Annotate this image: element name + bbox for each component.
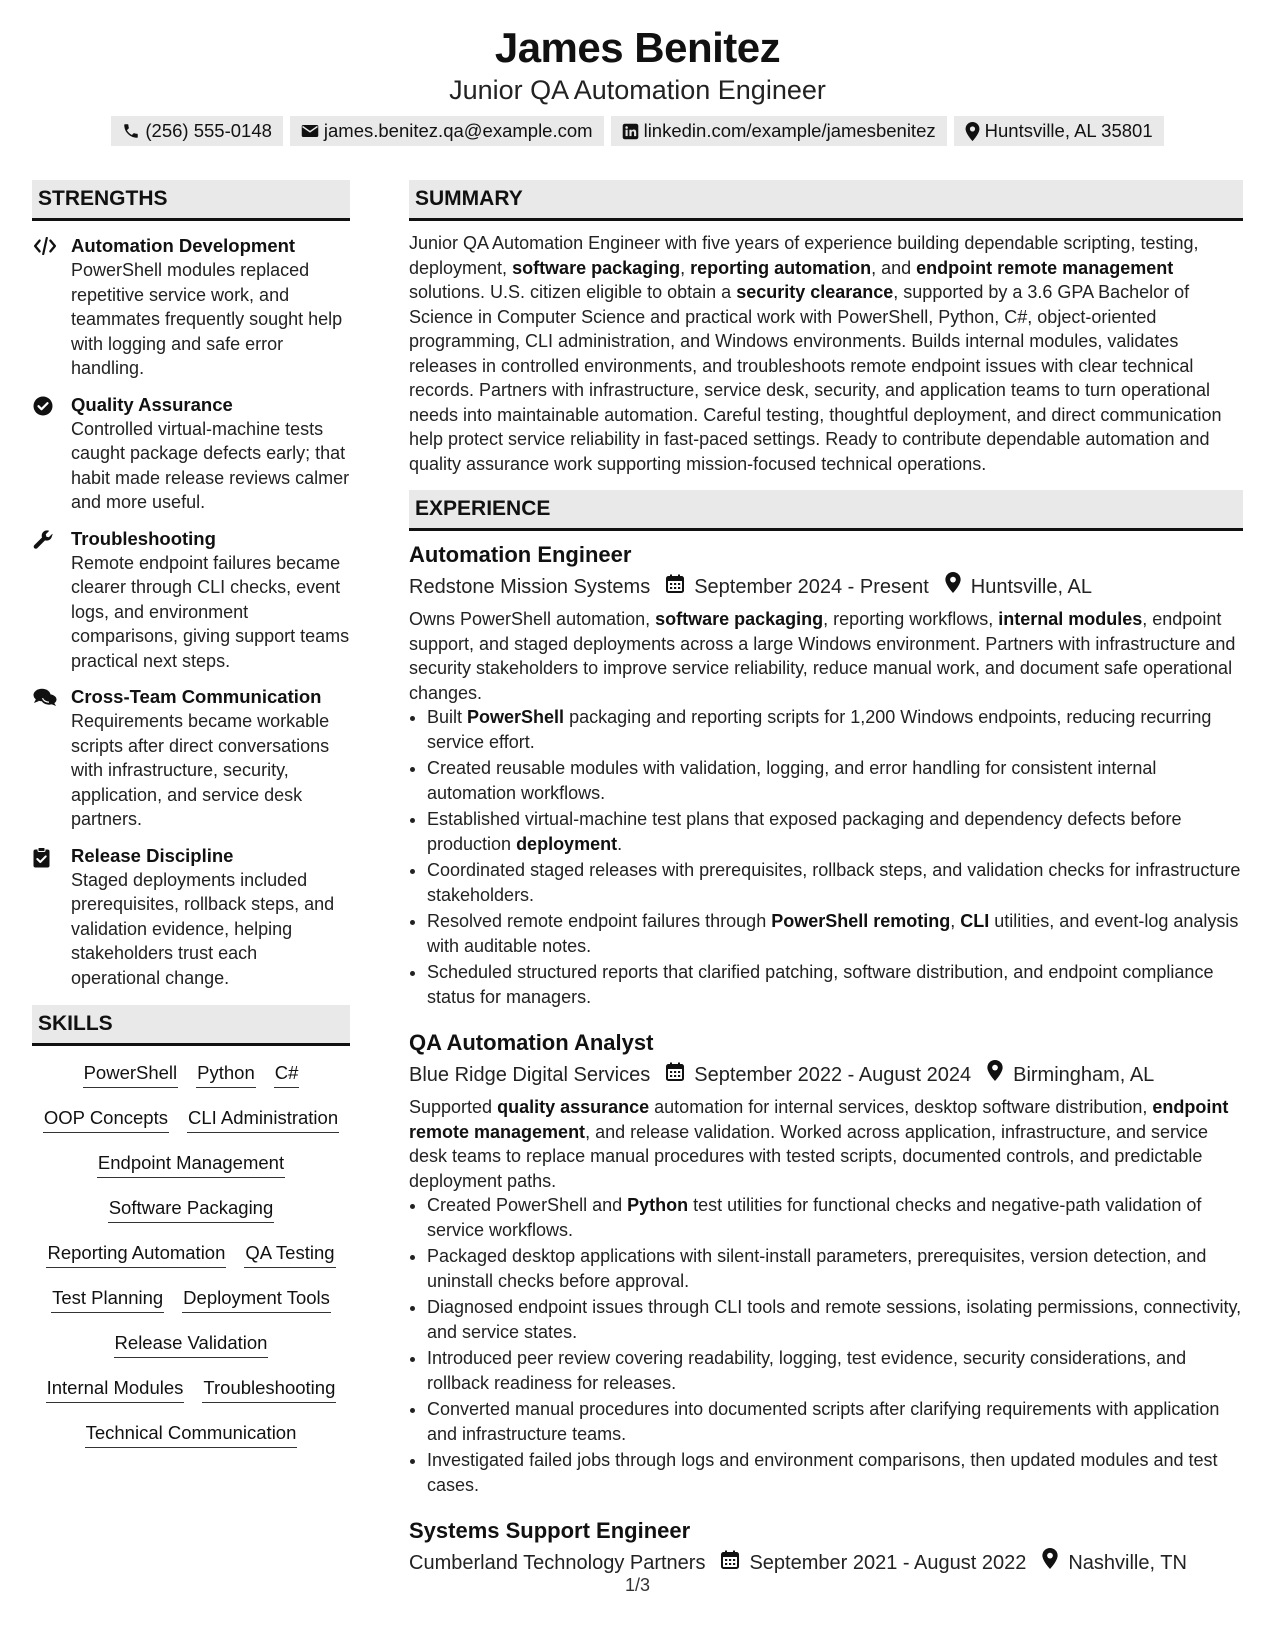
job-dates: September 2024 - Present <box>694 576 929 598</box>
job-entry <box>409 1517 1243 1578</box>
bold-keyword: Python <box>627 1195 689 1215</box>
map-pin-icon <box>945 572 971 602</box>
job-title: Systems Support Engineer <box>409 1518 691 1543</box>
text-segment: , and <box>871 257 917 278</box>
contact-location <box>954 116 1164 146</box>
location-text: Huntsville, AL 35801 <box>984 120 1153 141</box>
strengths-list <box>32 234 350 990</box>
strength-description: Controlled virtual-machine tests caught package defects early; that habit made release reviews calmer and more useful. <box>71 418 350 512</box>
page-number: 1/3 <box>624 1575 651 1595</box>
skill-row <box>32 1191 350 1236</box>
skill-tag: OOP Concepts <box>43 1105 169 1133</box>
job-meta <box>409 572 1243 602</box>
summary-text <box>409 231 1243 476</box>
wrench-icon <box>32 527 71 674</box>
skill-tag: Internal Modules <box>46 1375 185 1403</box>
summary-heading: SUMMARY <box>409 180 1243 221</box>
skill-tag: Release Validation <box>114 1330 269 1358</box>
contact-email[interactable] <box>290 116 604 146</box>
job-location: Nashville, TN <box>1068 1552 1187 1574</box>
map-pin-icon <box>987 1060 1013 1090</box>
text-segment: Converted manual procedures into documented scripts after clarifying requirements with application and infrastructure teams. <box>427 1399 1220 1444</box>
strength-description: Requirements became workable scripts after direct conversations with infrastructure, security, application, and service desk partners. <box>71 711 330 829</box>
bullet-item <box>427 756 1243 805</box>
text-segment: Supported <box>409 1097 498 1117</box>
skills-heading: SKILLS <box>32 1005 350 1046</box>
bullet-item <box>427 1346 1243 1395</box>
job-bullets <box>409 1193 1243 1497</box>
bullet-item <box>427 960 1243 1009</box>
text-segment: Created PowerShell and <box>427 1195 628 1215</box>
bold-keyword: quality assurance <box>497 1097 650 1117</box>
job-title: QA Automation Analyst <box>409 1030 654 1055</box>
skill-tag: Python <box>196 1060 256 1088</box>
candidate-title: Junior QA Automation Engineer <box>449 75 826 105</box>
job-dates: September 2021 - August 2022 <box>749 1552 1027 1574</box>
comments-icon <box>32 685 71 832</box>
text-segment: . <box>617 833 623 854</box>
experience-heading: EXPERIENCE <box>409 490 1243 531</box>
strength-description: PowerShell modules replaced repetitive service work, and teammates frequently sought help with logging and safe error handling. <box>71 260 343 378</box>
skill-row <box>32 1236 350 1281</box>
job-entry <box>409 1029 1243 1497</box>
job-location: Huntsville, AL <box>970 576 1092 598</box>
skill-tag: Technical Communication <box>85 1420 298 1448</box>
left-column <box>32 180 350 1461</box>
text-segment: , supported by a 3.6 GPA Bachelor of Science in Computer Science and practical work with PowerShell, Python, C#, object-oriented programming, CLI administration, and Windows environments. Builds internal modules, validates releases in controlled environments, and troubleshoots remote endpoint issues with clear technical records. Partners with infrastructure, service desk, security, and application teams to turn operational needs into maintainable automation. Careful testing, thoughtful deployment, and direct communication help protect service reliability in fast-paced settings. Ready to contribute dependable automation and quality assurance work supporting mission-focused technical operations. <box>409 282 1222 474</box>
bullet-item <box>427 807 1243 856</box>
linkedin-text: linkedin.com/example/jamesbenitez <box>643 120 936 141</box>
phone-text: (256) 555-0148 <box>145 120 272 141</box>
skill-tag: C# <box>274 1060 300 1088</box>
contact-bar <box>0 116 1275 146</box>
company-name: Cumberland Technology Partners <box>409 1552 706 1574</box>
skill-tag: Endpoint Management <box>97 1150 285 1178</box>
text-segment: Packaged desktop applications with silent-install parameters, prerequisites, version detection, and uninstall checks before approval. <box>427 1246 1207 1291</box>
bold-keyword: security clearance <box>736 282 894 302</box>
envelope-icon <box>301 123 319 139</box>
job-bullets <box>409 705 1243 1009</box>
skill-row <box>32 1326 350 1371</box>
bold-keyword: endpoint remote management <box>409 1097 1229 1142</box>
experience-list <box>409 541 1243 1578</box>
company-name: Blue Ridge Digital Services <box>409 1064 651 1086</box>
text-segment: Investigated failed jobs through logs and environment comparisons, then updated modules and test cases. <box>427 1450 1218 1495</box>
text-segment: Built <box>427 707 468 727</box>
bold-keyword: endpoint remote management <box>916 257 1174 278</box>
text-segment: , reporting workflows, <box>823 609 999 629</box>
strength-title: Release Discipline <box>71 844 234 866</box>
text-segment: Coordinated staged releases with prerequisites, rollback steps, and validation checks for infrastructure stakeholders. <box>427 860 1241 905</box>
map-pin-icon <box>965 122 980 141</box>
bullet-item <box>427 858 1243 907</box>
text-segment: Junior QA Automation Engineer with five years of experience building dependable scripting, testing, deployment, <box>409 233 1199 278</box>
bullet-item <box>427 1295 1243 1344</box>
skill-tag: Reporting Automation <box>46 1240 226 1268</box>
contact-phone[interactable] <box>111 116 283 146</box>
code-icon <box>32 234 71 381</box>
strength-item <box>32 685 350 832</box>
text-segment: test utilities for functional checks and negative-path validation of service workflows. <box>427 1195 1202 1240</box>
strength-description: Remote endpoint failures became clearer through CLI checks, event logs, and environment comparisons, giving support teams practical next steps. <box>71 552 350 671</box>
strength-title: Automation Development <box>71 235 296 256</box>
email-text: james.benitez.qa@example.com <box>323 120 593 141</box>
bold-keyword: software packaging <box>655 609 824 629</box>
bullet-item <box>427 1193 1243 1242</box>
bold-keyword: CLI <box>960 911 990 931</box>
text-segment: , and release validation. Worked across application, infrastructure, and service desk teams to replace manual procedures with tested scripts, documented controls, and predictable deployment paths. <box>409 1121 1209 1191</box>
bullet-item <box>427 1397 1243 1446</box>
job-location: Birmingham, AL <box>1013 1064 1155 1086</box>
skill-tag: CLI Administration <box>187 1105 339 1133</box>
bullet-item <box>427 1448 1243 1497</box>
calendar-icon <box>721 1548 749 1578</box>
bold-keyword: PowerShell <box>467 707 565 727</box>
text-segment: Introduced peer review covering readability, logging, test evidence, security considerations, and rollback readiness for releases. <box>427 1348 1187 1393</box>
company-name: Redstone Mission Systems <box>409 576 651 598</box>
calendar-icon <box>666 572 694 602</box>
right-column <box>409 180 1243 1578</box>
skill-tag: Test Planning <box>51 1285 164 1313</box>
text-segment: packaging and reporting scripts for 1,200 Windows endpoints, reducing recurring service effort. <box>427 707 1212 752</box>
phone-icon <box>122 122 140 140</box>
skill-row <box>32 1056 350 1101</box>
skill-row <box>32 1371 350 1416</box>
strength-item <box>32 844 350 991</box>
skill-row <box>32 1146 350 1191</box>
check-circle-icon <box>32 393 71 515</box>
job-description <box>409 607 1243 705</box>
job-entry <box>409 541 1243 1009</box>
calendar-icon <box>666 1060 694 1090</box>
text-segment: solutions. U.S. citizen eligible to obtain a <box>409 282 737 302</box>
resume-header <box>0 22 1275 146</box>
text-segment: Established virtual-machine test plans that exposed packaging and dependency defects before production <box>427 809 1182 854</box>
job-meta <box>409 1548 1243 1578</box>
bold-keyword: reporting automation <box>690 257 872 278</box>
map-pin-icon <box>1042 1548 1068 1578</box>
skill-row <box>32 1281 350 1326</box>
text-segment: Scheduled structured reports that clarified patching, software distribution, and endpoint compliance status for managers. <box>427 962 1214 1007</box>
job-meta <box>409 1060 1243 1090</box>
job-title: Automation Engineer <box>409 542 632 567</box>
strength-item <box>32 527 350 674</box>
bold-keyword: internal modules <box>998 609 1143 629</box>
strength-item <box>32 234 350 381</box>
strength-title: Cross-Team Communication <box>71 686 322 707</box>
strength-title: Quality Assurance <box>71 393 233 415</box>
strengths-heading: STRENGTHS <box>32 180 350 221</box>
skill-tag: QA Testing <box>244 1240 335 1268</box>
text-segment: , <box>950 911 961 931</box>
strength-title: Troubleshooting <box>71 527 216 549</box>
clipboard-check-icon <box>32 844 71 991</box>
text-segment: automation for internal services, desktop software distribution, <box>649 1097 1153 1117</box>
text-segment: Diagnosed endpoint issues through CLI tools and remote sessions, isolating permissions, connectivity, and service states. <box>427 1297 1242 1342</box>
contact-linkedin[interactable] <box>611 116 947 146</box>
text-segment: , endpoint support, and staged deployments across a large Windows environment. Partners with infrastructure and security stakeholders to improve service reliability, reduce manual work, and document safe operational changes. <box>409 609 1236 703</box>
skill-row <box>32 1416 350 1461</box>
text-segment: , <box>680 257 691 278</box>
bullet-item <box>427 1244 1243 1293</box>
text-segment: Created reusable modules with validation, logging, and error handling for consistent internal automation workflows. <box>427 758 1157 803</box>
bullet-item <box>427 909 1243 958</box>
skill-tag: PowerShell <box>83 1060 179 1088</box>
bold-keyword: software packaging <box>512 257 681 278</box>
bold-keyword: PowerShell remoting <box>771 911 951 931</box>
text-segment: Owns PowerShell automation, <box>409 609 656 629</box>
skill-tag: Deployment Tools <box>182 1285 331 1313</box>
skill-tag: Troubleshooting <box>202 1375 336 1403</box>
bold-keyword: deployment <box>516 833 618 854</box>
strength-description: Staged deployments included prerequisites, rollback steps, and validation evidence, helping stakeholders trust each operational change. <box>71 869 335 988</box>
skill-row <box>32 1101 350 1146</box>
job-dates: September 2022 - August 2024 <box>694 1064 972 1086</box>
candidate-name: James Benitez <box>494 24 781 71</box>
job-description <box>409 1095 1243 1193</box>
text-segment: Resolved remote endpoint failures through <box>427 911 772 931</box>
linkedin-icon <box>622 123 639 140</box>
skill-tag: Software Packaging <box>108 1195 275 1223</box>
text-segment: utilities, and event-log analysis with auditable notes. <box>427 911 1239 956</box>
bullet-item <box>427 705 1243 754</box>
skills-list <box>32 1056 350 1461</box>
strength-item <box>32 393 350 515</box>
